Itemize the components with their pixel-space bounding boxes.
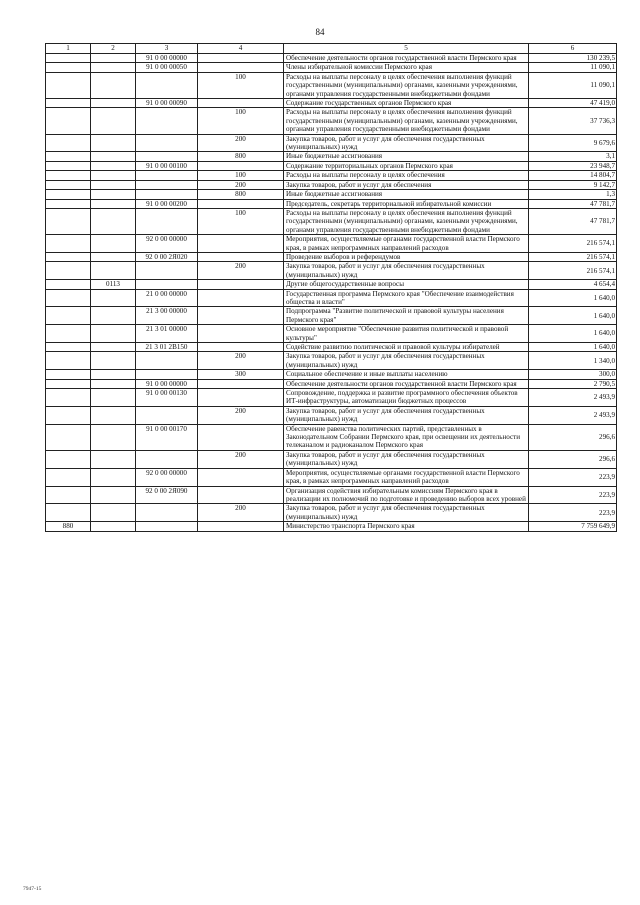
item-name-cell: Закупка товаров, работ и услуг для обеспечения государственных (муниципальных) нужд — [284, 450, 529, 468]
amount-cell: 130 239,5 — [529, 54, 617, 63]
table-row — [46, 325, 617, 343]
ministry-code-cell — [46, 450, 91, 468]
table-row — [46, 468, 617, 486]
expense-type-cell — [198, 325, 284, 343]
item-name-cell: Иные бюджетные ассигнования — [284, 190, 529, 199]
target-article-cell — [136, 522, 198, 531]
expense-type-cell — [198, 235, 284, 253]
section-code-cell — [91, 199, 136, 208]
item-name-cell: Закупка товаров, работ и услуг для обеспечения государственных (муниципальных) нужд — [284, 352, 529, 370]
table-row — [46, 522, 617, 531]
ministry-code-cell — [46, 280, 91, 289]
amount-cell: 1 640,0 — [529, 289, 617, 307]
table-row — [46, 280, 617, 289]
table-row — [46, 190, 617, 199]
item-name-cell: Закупка товаров, работ и услуг для обеспечения государственных (муниципальных) нужд — [284, 134, 529, 152]
item-name-cell: Обеспечение равенства политических партий, представленных в Законодательном Собрании Пермского края, при освещении их деятельности телеканалом и радиоканалом Пермского края — [284, 424, 529, 450]
item-name-cell: Обеспечение деятельности органов государственной власти Пермского края — [284, 54, 529, 63]
table-row — [46, 262, 617, 280]
ministry-code-cell — [46, 325, 91, 343]
section-code-cell — [91, 522, 136, 531]
amount-cell: 4 654,4 — [529, 280, 617, 289]
target-article-cell — [136, 280, 198, 289]
table-header-row — [46, 44, 617, 54]
section-code-cell — [91, 289, 136, 307]
table-row — [46, 108, 617, 134]
section-code-cell — [91, 486, 136, 504]
target-article-cell: 92 0 00 2Я090 — [136, 486, 198, 504]
amount-cell: 37 736,3 — [529, 108, 617, 134]
target-article-cell — [136, 406, 198, 424]
expense-type-cell — [198, 379, 284, 388]
amount-cell: 1 640,0 — [529, 343, 617, 352]
item-name-cell: Обеспечение деятельности органов государственной власти Пермского края — [284, 379, 529, 388]
expense-type-cell: 200 — [198, 504, 284, 522]
expense-type-cell — [198, 389, 284, 407]
column-header: 4 — [198, 44, 284, 54]
target-article-cell: 91 0 00 00000 — [136, 54, 198, 63]
item-name-cell: Закупка товаров, работ и услуг для обеспечения — [284, 180, 529, 189]
table-row — [46, 289, 617, 307]
amount-cell: 296,6 — [529, 450, 617, 468]
amount-cell: 296,6 — [529, 424, 617, 450]
target-article-cell: 92 0 00 00000 — [136, 235, 198, 253]
budget-table — [45, 43, 617, 532]
expense-type-cell: 200 — [198, 406, 284, 424]
section-code-cell — [91, 325, 136, 343]
table-row — [46, 180, 617, 189]
target-article-cell — [136, 450, 198, 468]
amount-cell: 223,9 — [529, 486, 617, 504]
expense-type-cell — [198, 252, 284, 261]
column-header: 1 — [46, 44, 91, 54]
ministry-code-cell — [46, 54, 91, 63]
target-article-cell — [136, 72, 198, 98]
target-article-cell — [136, 190, 198, 199]
target-article-cell — [136, 171, 198, 180]
item-name-cell: Закупка товаров, работ и услуг для обеспечения государственных (муниципальных) нужд — [284, 406, 529, 424]
item-name-cell: Социальное обеспечение и иные выплаты населению — [284, 370, 529, 379]
item-name-cell: Мероприятия, осуществляемые органами государственной власти Пермского края, в рамках непрограммных направлений расходов — [284, 468, 529, 486]
target-article-cell — [136, 152, 198, 161]
amount-cell: 1 640,0 — [529, 325, 617, 343]
target-article-cell — [136, 504, 198, 522]
expense-type-cell: 200 — [198, 352, 284, 370]
expense-type-cell: 200 — [198, 180, 284, 189]
ministry-code-cell — [46, 307, 91, 325]
ministry-code-cell: 880 — [46, 522, 91, 531]
item-name-cell: Расходы на выплаты персоналу в целях обеспечения выполнения функций государственными (муниципальными) органами, казенными учреждениями, органами управления государственными внебюджетными фондами — [284, 72, 529, 98]
amount-cell: 216 574,1 — [529, 252, 617, 261]
section-code-cell — [91, 99, 136, 108]
amount-cell: 1,3 — [529, 190, 617, 199]
table-row — [46, 424, 617, 450]
section-code-cell — [91, 252, 136, 261]
ministry-code-cell — [46, 190, 91, 199]
amount-cell: 11 090,1 — [529, 72, 617, 98]
ministry-code-cell — [46, 152, 91, 161]
expense-type-cell — [198, 199, 284, 208]
item-name-cell: Основное мероприятие "Обеспечение развития политической и правовой культуры" — [284, 325, 529, 343]
item-name-cell: Министерство транспорта Пермского края — [284, 522, 529, 531]
expense-type-cell — [198, 289, 284, 307]
item-name-cell: Расходы на выплаты персоналу в целях обеспечения выполнения функций государственными (муниципальными) органами, казенными учреждениями, органами управления государственными внебюджетными фондами — [284, 208, 529, 234]
target-article-cell — [136, 208, 198, 234]
section-code-cell — [91, 63, 136, 72]
expense-type-cell: 200 — [198, 450, 284, 468]
target-article-cell: 91 0 00 00170 — [136, 424, 198, 450]
table-row — [46, 54, 617, 63]
item-name-cell: Расходы на выплаты персоналу в целях обеспечения — [284, 171, 529, 180]
ministry-code-cell — [46, 134, 91, 152]
section-code-cell — [91, 343, 136, 352]
item-name-cell: Государственная программа Пермского края "Обеспечение взаимодействия общества и власти" — [284, 289, 529, 307]
target-article-cell: 91 0 00 00050 — [136, 63, 198, 72]
ministry-code-cell — [46, 504, 91, 522]
section-code-cell — [91, 190, 136, 199]
amount-cell: 14 804,7 — [529, 171, 617, 180]
target-article-cell: 92 0 00 00000 — [136, 468, 198, 486]
section-code-cell: 0113 — [91, 280, 136, 289]
amount-cell: 23 948,7 — [529, 161, 617, 170]
table-row — [46, 152, 617, 161]
section-code-cell — [91, 134, 136, 152]
expense-type-cell: 800 — [198, 152, 284, 161]
section-code-cell — [91, 424, 136, 450]
item-name-cell: Члены избирательной комиссии Пермского края — [284, 63, 529, 72]
expense-type-cell — [198, 54, 284, 63]
expense-type-cell: 100 — [198, 72, 284, 98]
expense-type-cell — [198, 307, 284, 325]
table-row — [46, 406, 617, 424]
amount-cell: 2 493,9 — [529, 389, 617, 407]
target-article-cell: 91 0 00 00130 — [136, 389, 198, 407]
section-code-cell — [91, 352, 136, 370]
ministry-code-cell — [46, 289, 91, 307]
ministry-code-cell — [46, 370, 91, 379]
expense-type-cell — [198, 522, 284, 531]
expense-type-cell — [198, 424, 284, 450]
target-article-cell: 92 0 00 2Я020 — [136, 252, 198, 261]
amount-cell: 7 759 649,9 — [529, 522, 617, 531]
ministry-code-cell — [46, 379, 91, 388]
section-code-cell — [91, 450, 136, 468]
table-row — [46, 352, 617, 370]
section-code-cell — [91, 262, 136, 280]
target-article-cell: 91 0 00 00090 — [136, 99, 198, 108]
table-row — [46, 486, 617, 504]
target-article-cell: 91 0 00 00200 — [136, 199, 198, 208]
target-article-cell: 21 3 00 00000 — [136, 307, 198, 325]
item-name-cell: Организация содействия избирательным комиссиям Пермского края в реализации их полномочий по подготовке и проведению выборов всех уровней — [284, 486, 529, 504]
item-name-cell: Содействие развитию политической и правовой культуры избирателей — [284, 343, 529, 352]
item-name-cell: Закупка товаров, работ и услуг для обеспечения государственных (муниципальных) нужд — [284, 504, 529, 522]
table-row — [46, 252, 617, 261]
column-header: 2 — [91, 44, 136, 54]
target-article-cell — [136, 180, 198, 189]
amount-cell: 47 419,0 — [529, 99, 617, 108]
target-article-cell: 21 0 00 00000 — [136, 289, 198, 307]
amount-cell: 300,0 — [529, 370, 617, 379]
table-row — [46, 161, 617, 170]
table-row — [46, 134, 617, 152]
amount-cell: 223,9 — [529, 504, 617, 522]
ministry-code-cell — [46, 406, 91, 424]
ministry-code-cell — [46, 199, 91, 208]
ministry-code-cell — [46, 486, 91, 504]
ministry-code-cell — [46, 72, 91, 98]
section-code-cell — [91, 152, 136, 161]
table-row — [46, 370, 617, 379]
ministry-code-cell — [46, 161, 91, 170]
expense-type-cell: 100 — [198, 208, 284, 234]
footer-code: 7947-15 — [23, 886, 42, 892]
section-code-cell — [91, 235, 136, 253]
section-code-cell — [91, 406, 136, 424]
table-row — [46, 389, 617, 407]
table-row — [46, 72, 617, 98]
item-name-cell: Проведение выборов и референдумов — [284, 252, 529, 261]
amount-cell: 47 781,7 — [529, 199, 617, 208]
section-code-cell — [91, 379, 136, 388]
amount-cell: 1 640,0 — [529, 307, 617, 325]
expense-type-cell — [198, 468, 284, 486]
item-name-cell: Содержание территориальных органов Пермского края — [284, 161, 529, 170]
amount-cell: 3,1 — [529, 152, 617, 161]
table-row — [46, 379, 617, 388]
amount-cell: 216 574,1 — [529, 235, 617, 253]
section-code-cell — [91, 54, 136, 63]
target-article-cell — [136, 134, 198, 152]
ministry-code-cell — [46, 262, 91, 280]
expense-type-cell: 200 — [198, 262, 284, 280]
ministry-code-cell — [46, 108, 91, 134]
target-article-cell: 91 0 00 00000 — [136, 379, 198, 388]
target-article-cell — [136, 352, 198, 370]
expense-type-cell — [198, 63, 284, 72]
section-code-cell — [91, 72, 136, 98]
section-code-cell — [91, 108, 136, 134]
item-name-cell: Мероприятия, осуществляемые органами государственной власти Пермского края, в рамках непрограммных направлений расходов — [284, 235, 529, 253]
section-code-cell — [91, 504, 136, 522]
expense-type-cell — [198, 280, 284, 289]
target-article-cell — [136, 108, 198, 134]
ministry-code-cell — [46, 252, 91, 261]
expense-type-cell — [198, 161, 284, 170]
column-header: 3 — [136, 44, 198, 54]
ministry-code-cell — [46, 389, 91, 407]
target-article-cell: 21 3 01 2В150 — [136, 343, 198, 352]
table-row — [46, 343, 617, 352]
table-row — [46, 235, 617, 253]
section-code-cell — [91, 389, 136, 407]
table-row — [46, 504, 617, 522]
item-name-cell: Закупка товаров, работ и услуг для обеспечения государственных (муниципальных) нужд — [284, 262, 529, 280]
expense-type-cell: 800 — [198, 190, 284, 199]
section-code-cell — [91, 468, 136, 486]
target-article-cell: 91 0 00 00100 — [136, 161, 198, 170]
table-row — [46, 99, 617, 108]
item-name-cell: Сопровождение, поддержка и развитие программного обеспечения объектов ИТ-инфраструктуры, автоматизации бюджетных процессов — [284, 389, 529, 407]
amount-cell: 2 493,9 — [529, 406, 617, 424]
ministry-code-cell — [46, 99, 91, 108]
amount-cell: 223,9 — [529, 468, 617, 486]
target-article-cell — [136, 262, 198, 280]
target-article-cell: 21 3 01 00000 — [136, 325, 198, 343]
ministry-code-cell — [46, 424, 91, 450]
amount-cell: 1 340,0 — [529, 352, 617, 370]
column-header: 5 — [284, 44, 529, 54]
table-row — [46, 450, 617, 468]
section-code-cell — [91, 171, 136, 180]
expense-type-cell — [198, 486, 284, 504]
section-code-cell — [91, 161, 136, 170]
expense-type-cell — [198, 343, 284, 352]
amount-cell: 216 574,1 — [529, 262, 617, 280]
ministry-code-cell — [46, 180, 91, 189]
section-code-cell — [91, 208, 136, 234]
item-name-cell: Другие общегосударственные вопросы — [284, 280, 529, 289]
ministry-code-cell — [46, 63, 91, 72]
ministry-code-cell — [46, 208, 91, 234]
amount-cell: 11 090,1 — [529, 63, 617, 72]
item-name-cell: Расходы на выплаты персоналу в целях обеспечения выполнения функций государственными (муниципальными) органами, казенными учреждениями, органами управления государственными внебюджетными фондами — [284, 108, 529, 134]
table-row — [46, 208, 617, 234]
table-row — [46, 199, 617, 208]
section-code-cell — [91, 180, 136, 189]
section-code-cell — [91, 370, 136, 379]
amount-cell: 9 142,7 — [529, 180, 617, 189]
item-name-cell: Председатель, секретарь территориальной избирательной комиссии — [284, 199, 529, 208]
ministry-code-cell — [46, 171, 91, 180]
ministry-code-cell — [46, 235, 91, 253]
expense-type-cell: 200 — [198, 134, 284, 152]
amount-cell: 47 781,7 — [529, 208, 617, 234]
item-name-cell: Содержание государственных органов Пермского края — [284, 99, 529, 108]
expense-type-cell — [198, 99, 284, 108]
table-row — [46, 63, 617, 72]
table-row — [46, 171, 617, 180]
item-name-cell: Иные бюджетные ассигнования — [284, 152, 529, 161]
ministry-code-cell — [46, 343, 91, 352]
table-row — [46, 307, 617, 325]
amount-cell: 9 679,6 — [529, 134, 617, 152]
ministry-code-cell — [46, 352, 91, 370]
section-code-cell — [91, 307, 136, 325]
amount-cell: 2 790,5 — [529, 379, 617, 388]
expense-type-cell: 100 — [198, 171, 284, 180]
item-name-cell: Подпрограмма "Развитие политической и правовой культуры населения Пермского края" — [284, 307, 529, 325]
page-number: 84 — [315, 27, 325, 37]
expense-type-cell: 300 — [198, 370, 284, 379]
target-article-cell — [136, 370, 198, 379]
expense-type-cell: 100 — [198, 108, 284, 134]
ministry-code-cell — [46, 468, 91, 486]
column-header: 6 — [529, 44, 617, 54]
